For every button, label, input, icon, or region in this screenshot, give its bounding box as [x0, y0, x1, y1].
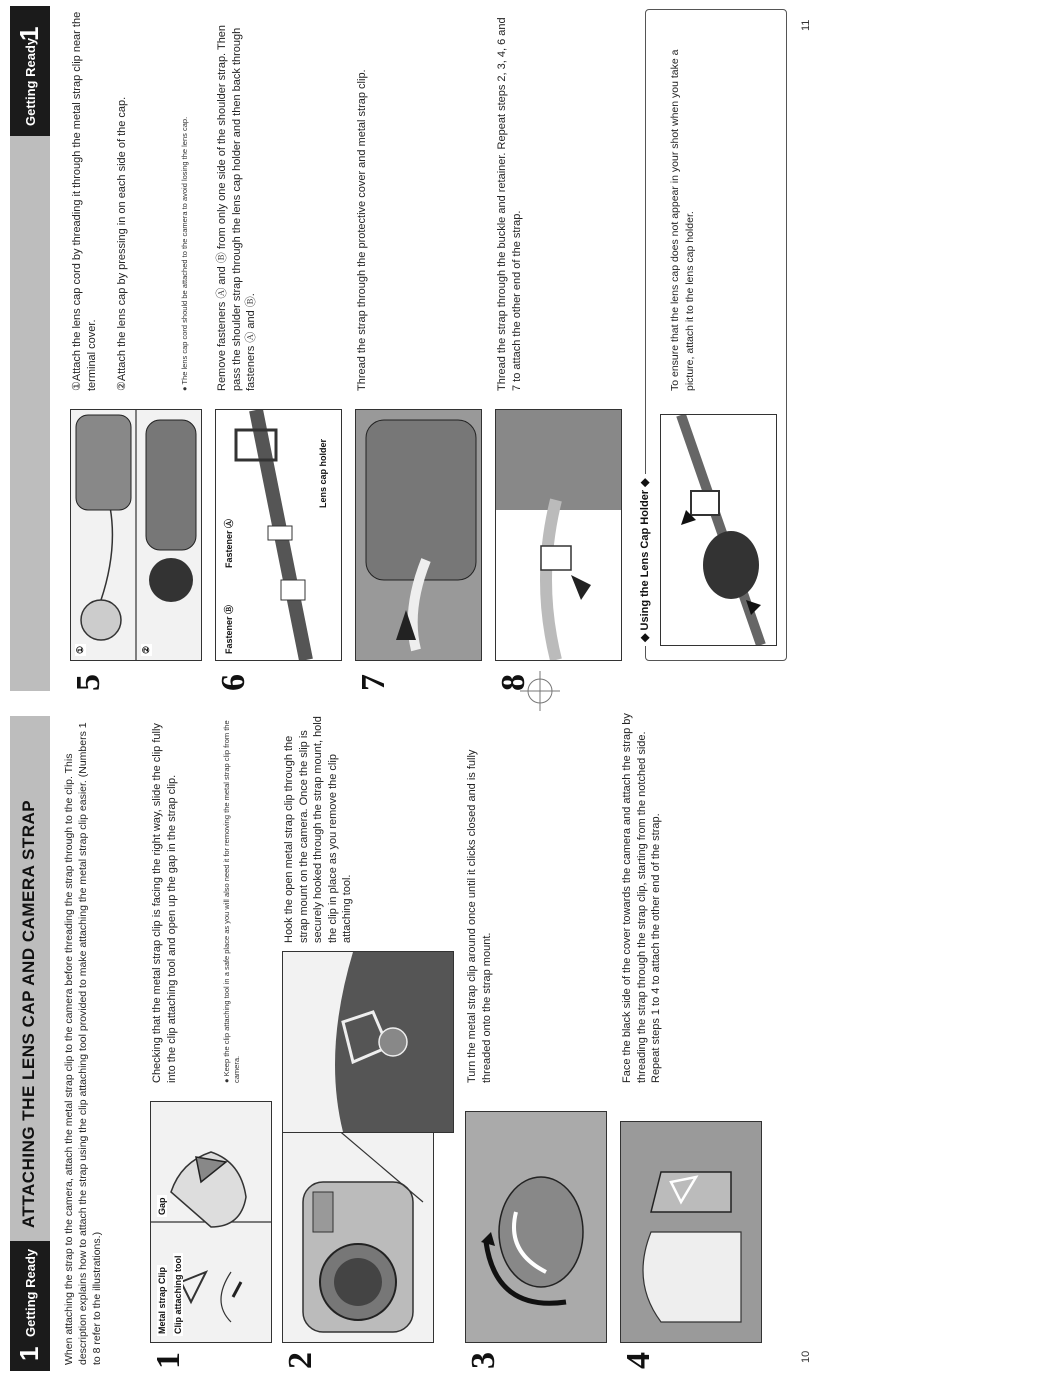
- step-number-7: 7: [355, 674, 392, 691]
- step-3-text: Turn the metal strap clip around once until it clicks closed and is fully threaded onto the strap mount.: [466, 749, 493, 1083]
- right-page: [0, 0, 1047, 691]
- lens-cap-holder-text: To ensure that the lens cap does not appear in your shot when you take a picture, attach it to the lens cap holder.: [669, 49, 696, 391]
- left-page: [0, 693, 1047, 1383]
- lens-cap-holder-title: ◆ Using the Lens Cap Holder ◆: [638, 474, 651, 646]
- step-number-2: 2: [282, 1352, 319, 1369]
- step-2-detail: [282, 951, 454, 1133]
- step-1-text: Checking that the metal strap clip is facing the right way, slide the clip fully into the clip attaching tool and open up the gap in the strap clip.: [151, 723, 178, 1083]
- registration-mark-icon: [520, 671, 560, 711]
- chapter-tab: [10, 1241, 50, 1371]
- step-1-note: ● Keep the clip attaching tool in a safe place as you will also need it for removing the metal strap clip from the camera.: [222, 720, 241, 1083]
- right-chapter-tab: [10, 6, 50, 136]
- page-number-left: 10: [800, 1350, 812, 1363]
- step-6-text: Remove fasteners Ⓐ and Ⓑ from only one side of the shoulder strap. Then pass the shoulder strap through the lens cap holder and then back through fasteners Ⓐ and Ⓑ.: [216, 24, 257, 391]
- step-number-1: 1: [150, 1352, 187, 1369]
- step-5-text-2: ②Attach the lens cap by pressing in on each side of the cap.: [116, 96, 128, 391]
- step-5-text-1: ①Attach the lens cap cord by threading it through the metal strap clip near the terminal cover.: [71, 11, 98, 391]
- step-4-illustration: [620, 1121, 762, 1343]
- right-title-bar: [10, 136, 50, 691]
- step-5-mark-2: ②: [141, 645, 151, 654]
- step-number-4: 4: [620, 1352, 657, 1369]
- step-4-text: Face the black side of the cover towards the camera and attach the strap by threading the strap through the strap clip, starting from the notched side. Repeat steps 1 to 4 to attach the other end of the strap.: [621, 713, 662, 1083]
- label-gap: Gap: [157, 1197, 167, 1215]
- page-title: ATTACHING THE LENS CAP AND CAMERA STRAP: [19, 799, 38, 1228]
- label-metal-strap-clip: Metal strap Clip: [157, 1266, 167, 1334]
- chapter-label: Getting Ready: [23, 1248, 38, 1337]
- step-2-illustration: [282, 1111, 434, 1343]
- step-7-illustration: [355, 409, 482, 661]
- right-chapter-label: Getting Ready: [23, 37, 38, 126]
- label-fastener-b: Fastener Ⓑ: [224, 604, 234, 654]
- lens-cap-holder-illustration: [660, 414, 777, 646]
- step-7-text: Thread the strap through the protective cover and metal strap clip.: [356, 69, 368, 391]
- step-8-text: Thread the strap through the buckle and retainer. Repeat steps 2, 3, 4, 6 and 7 to attach the other end of the strap.: [496, 17, 523, 391]
- chapter-number: 1: [14, 1346, 44, 1361]
- step-3-illustration: [465, 1111, 607, 1343]
- step-number-5: 5: [70, 674, 107, 691]
- step-1-illustration: [150, 1101, 272, 1343]
- label-lens-cap-holder: Lens cap holder: [318, 438, 328, 508]
- step-number-6: 6: [215, 674, 252, 691]
- step-number-3: 3: [465, 1352, 502, 1369]
- label-fastener-a: Fastener Ⓐ: [224, 518, 234, 568]
- step-8-illustration: [495, 409, 622, 661]
- step-5-note: ● The lens cap cord should be attached to the camera to avoid losing the lens cap.: [180, 116, 189, 391]
- right-chapter-number: 1: [14, 26, 44, 41]
- step-number-8: 8: [495, 674, 532, 691]
- step-5-mark-1: ①: [75, 645, 85, 654]
- step-1-note-text: Keep the clip attaching tool in a safe place as you will also need it for removing the metal strap clip from the camera.: [222, 720, 241, 1083]
- step-6-illustration: [215, 409, 342, 661]
- step-5-note-text: The lens cap cord should be attached to the camera to avoid losing the lens cap.: [180, 116, 189, 385]
- step-5-illustration: [70, 409, 202, 661]
- intro-text: When attaching the strap to the camera, attach the metal strap clip to the camera before threading the strap through to the clip. This description explains how to attach the strap using the clip attaching tool provided to make attaching the metal strap clip easier. (Numbers 1 to 8 refer to the illustrations.): [63, 722, 103, 1365]
- step-2-text: Hook the open metal strap clip through the strap mount on the camera. Once the slip is securely hooked through the strap mount, hold the clip in place as you remove the clip attaching tool.: [283, 716, 353, 943]
- label-clip-attaching-tool: Clip attaching tool: [173, 1255, 183, 1334]
- page-number-right: 11: [800, 19, 812, 31]
